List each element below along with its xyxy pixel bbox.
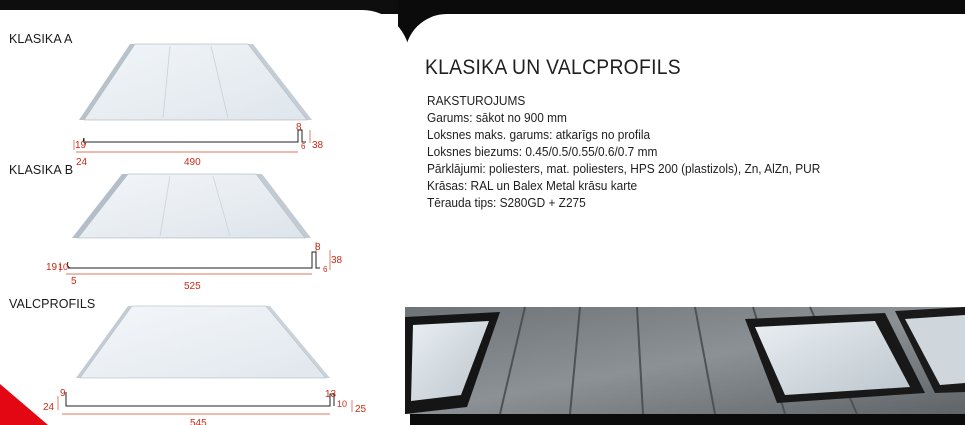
dim-left-offset: 24 [76,157,88,168]
spec-line-coatings: Pārklājumi: poliesters, mat. poliesters, HPS 200 (plastizols), Zn, AlZn, PUR [427,162,821,176]
spec-line-max-length: Loksnes maks. garums: atkarīgs no profila [427,128,651,142]
info-panel [405,14,965,414]
spec-line-steel: Tērauda tips: S280GD + Z275 [427,196,586,210]
roof-photo [405,307,965,414]
page-title: KLASIKA UN VALCPROFILS [425,56,681,79]
profile-drawing-valcprofils [0,300,400,425]
dim-inner: 10 [337,399,348,409]
profile-label-klasika-a: KLASIKA A [9,32,73,46]
spec-line-thickness: Loksnes biezums: 0.45/0.5/0.55/0.6/0.7 mm [427,145,658,159]
dim-right-height: 38 [312,140,324,151]
dim-inner: 6 [301,142,306,151]
dim-inner: 6 [323,265,328,274]
profile-section-line [67,252,320,268]
profiles-panel [0,10,410,425]
dim-width: 525 [184,281,201,292]
dim-width: 490 [184,157,201,168]
panel-surface [78,174,305,238]
spec-line-colors: Krāsas: RAL un Balex Metal krāsu karte [427,179,638,193]
dim-left-offset: 5 [71,276,77,287]
dim-left-height: 24 [43,402,55,413]
profile-section-line [83,130,306,144]
spec-line-length: Garums: sākot no 900 mm [427,111,567,125]
profile-drawing-klasika-b [0,168,400,290]
dim-top: 8 [296,122,302,133]
dim-width: 545 [190,418,207,425]
dim-top: 8 [315,242,321,253]
profile-section-line [66,392,334,406]
dim-left-height: 19 [75,140,87,151]
panel-surface [84,44,307,120]
dim-right-top: 13 [325,389,337,400]
panel-surface [80,306,326,378]
profile-drawing-klasika-a [0,38,400,168]
profile-label-klasika-b: KLASIKA B [9,163,74,177]
profile-label-valcprofils: VALCPROFILS [9,297,96,311]
dim-right-height: 25 [355,404,367,415]
red-corner-accent [0,384,48,425]
dim-left-inner: 10 [58,262,69,272]
dim-right-height: 38 [331,255,343,266]
dim-left-top: 9 [60,388,66,399]
spec-subtitle: RAKSTUROJUMS [427,94,526,108]
dim-left-height: 19 [46,262,58,273]
